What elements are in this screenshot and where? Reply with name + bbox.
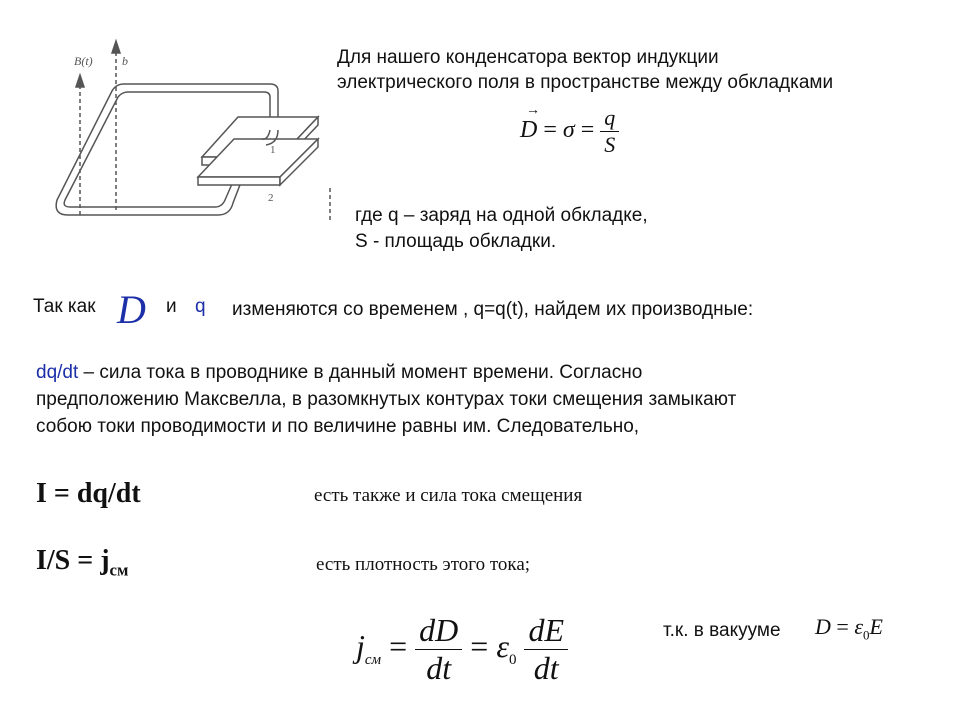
capacitor-figure [40,35,340,235]
paragraph-line-1: dq/dt – сила тока в проводнике в данный момент времени. Согласно [36,362,643,383]
formula-s: S [600,131,619,158]
formula-sigma: σ [562,117,575,144]
intro-line-1: Для нашего конденсатора вектор индукции [337,47,719,68]
since-d-symbol: D [117,287,146,332]
paragraph-line-3: собою токи проводимости и по величине равны им. Следовательно, [36,416,640,437]
since-and: и [166,296,177,317]
eq-current-note: есть также и сила тока смещения [314,485,583,506]
vector-arrow: → [526,103,540,119]
formula-d-sigma: → D = σ = $\frac{q}{S}$ [520,105,619,158]
eq-density-formula: $I/S = j_{см}$ [36,545,129,580]
eq-current-formula: I = dq/dt [36,478,141,509]
since-rest: изменяются со временем , q=q(t), найдем их производные: [232,299,754,320]
vacuum-text: т.к. в вакууме [663,620,781,641]
where-line-1: где q – заряд на одной обкладке, [355,205,648,226]
final-formula: $j_{см}$ = $\frac{dD}{dt}$ = $\varepsilon_0$ $\frac{dE}{dt}$ [356,612,568,687]
vacuum-formula: $D = \varepsilon_0E$ [815,614,883,643]
since-q: q [195,296,206,317]
figure-label-2: 2 [268,192,274,204]
formula-d-symbol: D [520,117,538,144]
paragraph-line-2: предположению Максвелла, в разомкнутых контурах токи смещения замыкают [36,389,737,410]
figure-label-1: 1 [270,144,276,156]
eq-density-note: есть плотность этого тока; [316,554,531,575]
formula-q: q [604,105,616,130]
figure-label-b: b [122,54,128,68]
intro-line-2: электрического поля в пространстве между обкладками [337,72,834,93]
paragraph-dqdt: dq/dt [36,362,79,383]
since-prefix: Так как [33,296,96,317]
figure-label-b-t: B(t) [74,54,93,68]
where-line-2: S - площадь обкладки. [355,231,557,252]
